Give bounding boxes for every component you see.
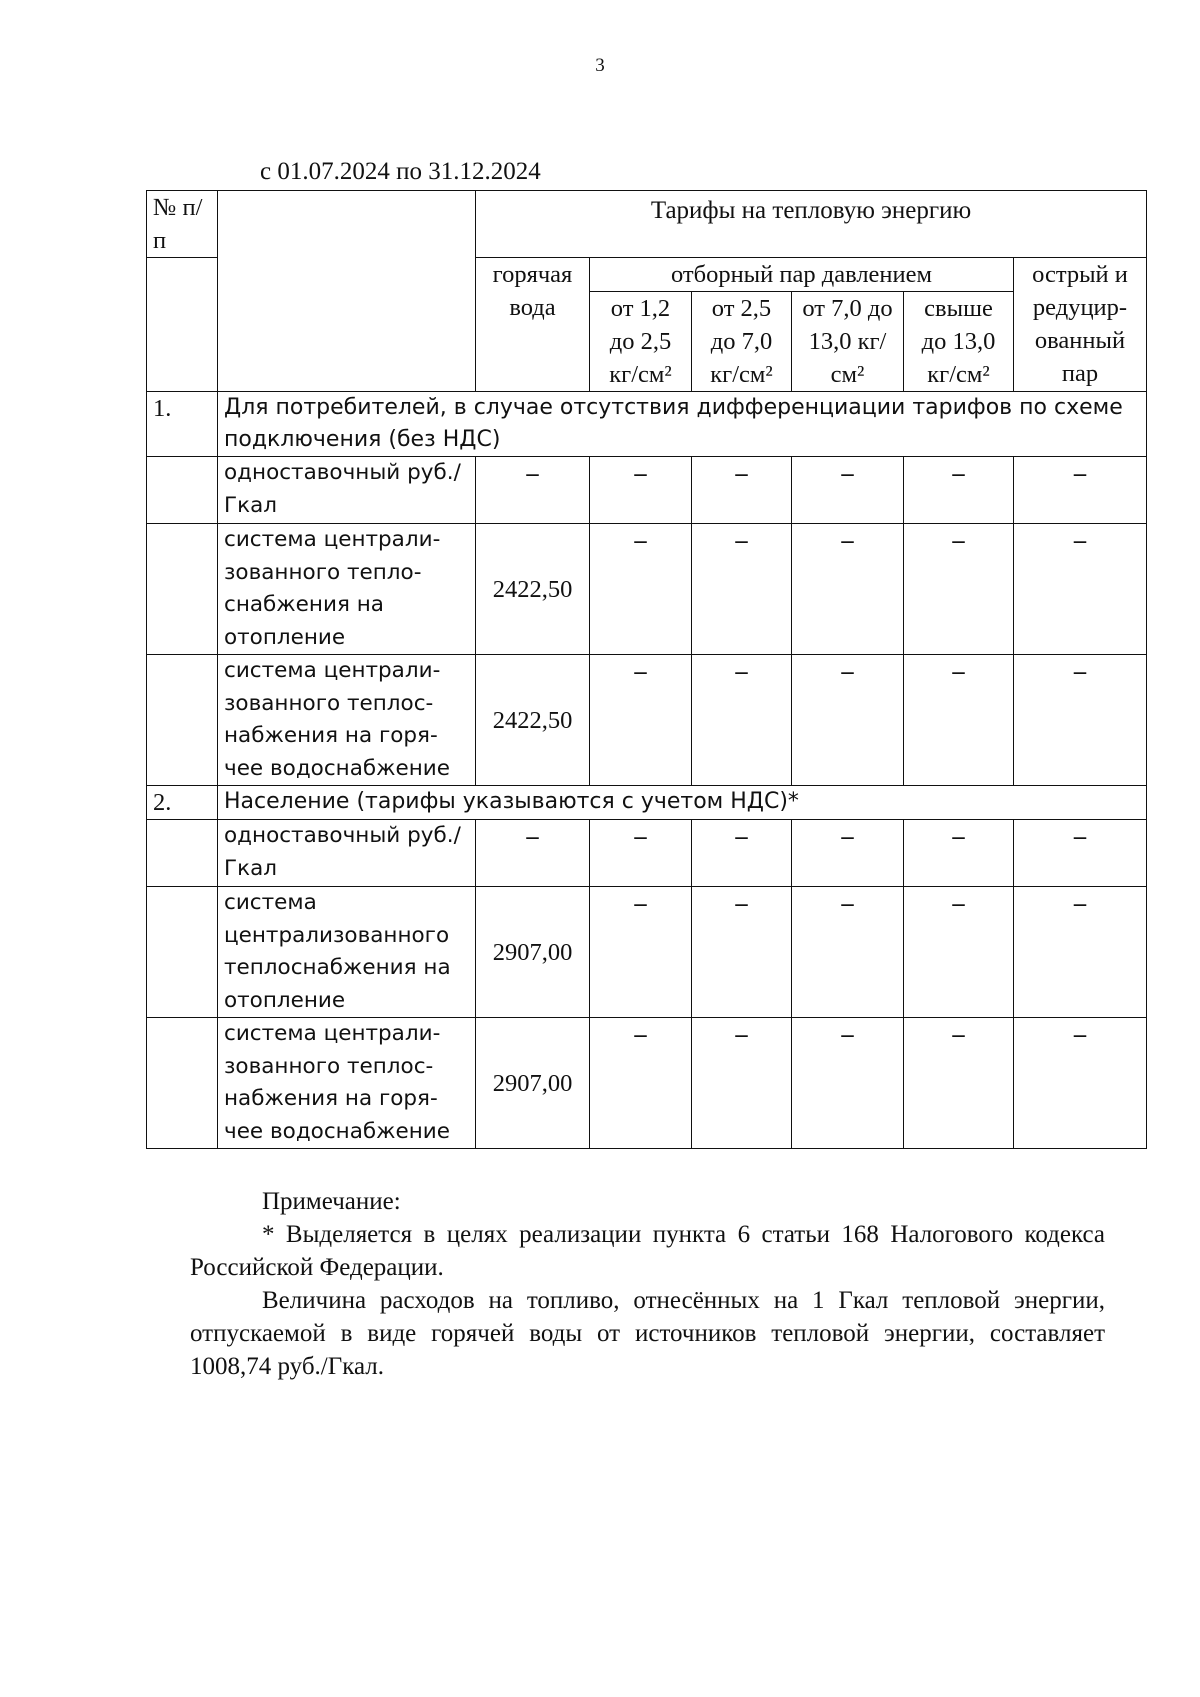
cell-steam-4: –	[904, 1018, 1014, 1149]
header-sharp-steam: острый и редуцир-ованный пар	[1014, 258, 1147, 392]
header-steam-4: свыше до 13,0 кг/см²	[904, 292, 1014, 392]
cell-hot-water: –	[476, 820, 590, 887]
section-title: Население (тарифы указываются с учетом НДС)*	[218, 786, 1147, 820]
section-row	[147, 392, 1147, 457]
row-label: система централи-зованного теплос-набжения на горя-чее водоснабжение	[218, 1018, 476, 1149]
header-hot-water: горячая вода	[476, 258, 590, 392]
header-title: Тарифы на тепловую энергию	[476, 191, 1147, 258]
header-steam-group: отборный пар давлением	[590, 258, 1014, 292]
row-num-blank	[147, 457, 218, 524]
cell-steam-4: –	[904, 655, 1014, 786]
notes-footnote: * Выделяется в целях реализации пункта 6 статьи 168 Налогового кодекса Российской Федерации.	[190, 1221, 1105, 1281]
cell-steam-1: –	[590, 524, 692, 655]
header-steam-1: от 1,2 до 2,5 кг/см²	[590, 292, 692, 392]
cell-sharp: –	[1014, 655, 1147, 786]
cell-sharp: –	[1014, 524, 1147, 655]
cell-steam-3: –	[792, 887, 904, 1018]
header-num-label: № п/п	[147, 191, 218, 258]
cell-steam-3: –	[792, 457, 904, 524]
section-row	[147, 786, 1147, 820]
header-steam-2: от 2,5 до 7,0 кг/см²	[692, 292, 792, 392]
cell-hot-water: 2907,00	[476, 887, 590, 1018]
notes-block	[190, 1185, 1105, 1383]
cell-steam-3: –	[792, 524, 904, 655]
cell-steam-3: –	[792, 1018, 904, 1149]
table-row	[147, 524, 1147, 655]
row-label: одноставочный руб./Гкал	[218, 820, 476, 887]
cell-sharp: –	[1014, 457, 1147, 524]
row-num-blank	[147, 524, 218, 655]
cell-steam-4: –	[904, 887, 1014, 1018]
table-row	[147, 820, 1147, 887]
row-num-blank	[147, 655, 218, 786]
cell-steam-3: –	[792, 655, 904, 786]
cell-hot-water: –	[476, 457, 590, 524]
table-row	[147, 457, 1147, 524]
cell-steam-2: –	[692, 1018, 792, 1149]
section-number: 2.	[147, 786, 218, 820]
header-steam-3: от 7,0 до 13,0 кг/см²	[792, 292, 904, 392]
row-label: система централизованного теплоснабжения на отопление	[218, 887, 476, 1018]
cell-hot-water: 2422,50	[476, 524, 590, 655]
cell-steam-1: –	[590, 887, 692, 1018]
cell-steam-1: –	[590, 820, 692, 887]
cell-steam-4: –	[904, 820, 1014, 887]
cell-steam-2: –	[692, 524, 792, 655]
cell-steam-1: –	[590, 1018, 692, 1149]
cell-steam-2: –	[692, 887, 792, 1018]
cell-steam-2: –	[692, 457, 792, 524]
tariff-table	[146, 190, 1147, 1149]
cell-hot-water: 2907,00	[476, 1018, 590, 1149]
tariff-period: с 01.07.2024 по 31.12.2024	[260, 158, 541, 185]
cell-sharp: –	[1014, 820, 1147, 887]
cell-steam-3: –	[792, 820, 904, 887]
cell-steam-2: –	[692, 655, 792, 786]
table-row	[147, 887, 1147, 1018]
cell-steam-1: –	[590, 457, 692, 524]
cell-sharp: –	[1014, 887, 1147, 1018]
row-num-blank	[147, 1018, 218, 1149]
row-label: система централи-зованного тепло-снабжения на отопление	[218, 524, 476, 655]
row-label: система централи-зованного теплос-набжения на горя-чее водоснабжение	[218, 655, 476, 786]
section-number: 1.	[147, 392, 218, 457]
row-num-blank	[147, 820, 218, 887]
section-title: Для потребителей, в случае отсутствия дифференциации тарифов по схеме подключения (без НДС)	[218, 392, 1147, 457]
table-row	[147, 655, 1147, 786]
page-number: 3	[595, 55, 605, 76]
cell-hot-water: 2422,50	[476, 655, 590, 786]
row-label: одноставочный руб./Гкал	[218, 457, 476, 524]
header-blank-cell	[218, 191, 476, 392]
header-num-blank	[147, 258, 218, 392]
cell-steam-1: –	[590, 655, 692, 786]
row-num-blank	[147, 887, 218, 1018]
notes-heading: Примечание:	[262, 1188, 401, 1215]
cell-steam-4: –	[904, 457, 1014, 524]
cell-sharp: –	[1014, 1018, 1147, 1149]
cell-steam-2: –	[692, 820, 792, 887]
table-row	[147, 1018, 1147, 1149]
cell-steam-4: –	[904, 524, 1014, 655]
notes-fuel-cost: Величина расходов на топливо, отнесённых на 1 Гкал тепловой энергии, отпускаемой в виде горячей воды от источников тепловой энергии, составляет 1008,74 руб./Гкал.	[190, 1287, 1105, 1380]
